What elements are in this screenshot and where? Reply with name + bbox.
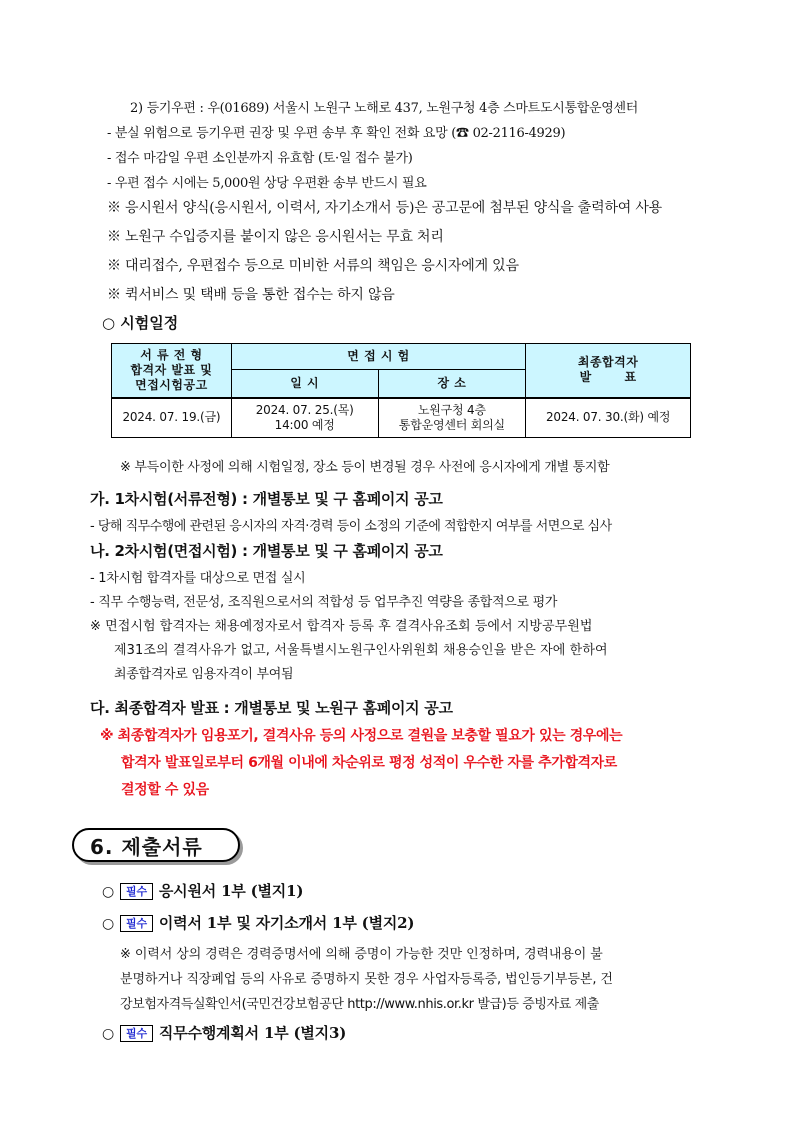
header-interview: 면 접 시 험 [231,344,525,370]
career-note: ※ 이력서 상의 경력은 경력증명서에 의해 증명이 가능한 것만 인정하며, 경력내용이 불 [120,947,603,962]
stage-second-desc: - 직무 수행능력, 전문성, 조직원으로서의 적합성 등 업무추진 역량을 종합적으로 평가 [90,595,558,610]
submission-note: ※ 대리접수, 우편접수 등으로 미비한 서류의 책임은 응시자에게 있음 [107,258,519,274]
required-doc-label: 직무수행계획서 1부 (별지3) [158,1024,347,1042]
mail-bullet: - 분실 위험으로 등기우편 권장 및 우편 송부 후 확인 전화 요망 (☎ 02-2116-4929) [107,126,566,141]
schedule-table [111,343,691,438]
stage-first-desc: - 당해 직무수행에 관련된 응시자의 자격·경력 등이 소정의 기준에 적합한지 여부를 서면으로 심사 [90,519,612,534]
interview-note: 제31조의 결격사유가 없고, 서울특별시노원구인사위원회 채용승인을 받은 자에 한하여 [114,643,608,658]
required-doc-item [102,880,303,901]
required-doc-label: 응시원서 1부 (별지1) [158,882,304,900]
header-date: 일 시 [231,370,378,398]
career-note: 분명하거나 직장폐업 등의 사유로 증명하지 못한 경우 사업자등록증, 법인등기부등본, 건 [120,972,613,987]
interview-note: ※ 면접시험 합격자는 채용예정자로서 합격자 등록 후 결격사유조회 등에서 지방공무원법 [90,619,593,634]
stage-second-title: 나. 2차시험(면접시험) : 개별통보 및 구 홈페이지 공고 [90,542,443,560]
required-badge: 필수 [120,883,153,900]
section-6-title: 6. 제출서류 [72,828,240,862]
final-red-note: 결정할 수 있음 [121,782,209,798]
submission-note: ※ 노원구 수입증지를 붙이지 않은 응시원서는 무효 처리 [107,229,444,245]
header-doc-result: 서 류 전 형 합격자 발표 및 면접시험공고 [112,344,232,398]
final-red-note: ※ 최종합격자가 임용포기, 결격사유 등의 사정으로 결원을 보충할 필요가 있는 경우에는 [100,728,623,744]
final-red-note: 합격자 발표일로부터 6개월 이내에 차순위로 평정 성적이 우수한 자를 추가합격자로 [121,755,617,771]
required-badge: 필수 [120,1025,153,1042]
career-note: 강보험자격득실확인서(국민건강보험공단 http://www.nhis.or.kr 발급)등 증빙자료 제출 [120,997,599,1012]
registered-mail-address: 2) 등기우편 : 우(01689) 서울시 노원구 노해로 437, 노원구청 4층 스마트도시통합운영센터 [130,101,639,116]
schedule-note: ※ 부득이한 사정에 의해 시험일정, 장소 등이 변경될 경우 사전에 응시자에게 개별 통지함 [120,460,610,475]
circle-bullet-icon: ○ [102,1026,115,1042]
submission-note: ※ 퀵서비스 및 택배 등을 통한 접수는 하지 않음 [107,287,395,303]
cell-doc-result: 2024. 07. 19.(금) [112,398,232,438]
stage-second-desc: - 1차시험 합격자를 대상으로 면접 실시 [90,571,306,586]
cell-interview-date: 2024. 07. 25.(목) 14:00 예정 [231,398,378,438]
required-doc-item [102,1022,346,1043]
schedule-title: ○ 시험일정 [102,314,179,332]
header-place: 장 소 [378,370,526,398]
cell-final: 2024. 07. 30.(화) 예정 [526,398,691,438]
mail-bullet: - 우편 접수 시에는 5,000원 상당 우편환 송부 반드시 필요 [107,176,427,191]
header-final: 최종합격자 발 표 [526,344,691,398]
interview-note: 최종합격자로 임용자격이 부여됨 [114,667,294,682]
cell-place: 노원구청 4층 통합운영센터 회의실 [378,398,526,438]
required-badge: 필수 [120,915,153,932]
stage-first-title: 가. 1차시험(서류전형) : 개별통보 및 구 홈페이지 공고 [90,490,443,508]
stage-final-title: 다. 최종합격자 발표 : 개별통보 및 노원구 홈페이지 공고 [90,699,453,717]
required-doc-item [102,912,414,933]
required-doc-label: 이력서 1부 및 자기소개서 1부 (별지2) [158,914,415,932]
circle-bullet-icon: ○ [102,916,115,932]
circle-bullet-icon: ○ [102,884,115,900]
mail-bullet: - 접수 마감일 우편 소인분까지 유효함 (토·일 접수 불가) [107,151,413,166]
submission-note: ※ 응시원서 양식(응시원서, 이력서, 자기소개서 등)은 공고문에 첨부된 양식을 출력하여 사용 [107,200,662,216]
